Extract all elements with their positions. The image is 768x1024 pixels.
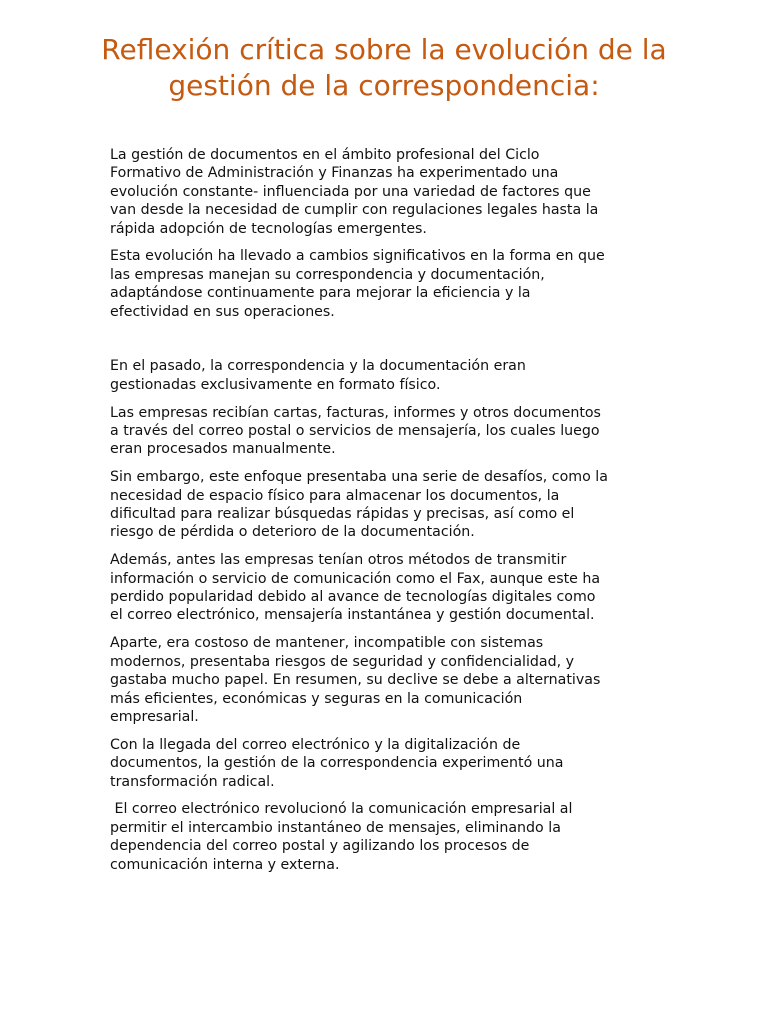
paragraph-gap bbox=[110, 330, 670, 357]
paragraph bbox=[110, 800, 670, 874]
text-line: a través del correo postal o servicios de mensajería, los cuales luego bbox=[110, 423, 600, 440]
text-line: Además, antes las empresas tenían otros métodos de transmitir bbox=[110, 552, 567, 569]
text-line: Las empresas recibían cartas, facturas, informes y otros documentos bbox=[110, 404, 601, 421]
paragraph bbox=[110, 247, 670, 321]
text-line: En el pasado, la correspondencia y la documentación eran bbox=[110, 358, 526, 375]
text-line: Aparte, era costoso de mantener, incompatible con sistemas bbox=[110, 635, 544, 652]
title-line: gestión de la correspondencia: bbox=[168, 69, 600, 102]
text-line: van desde la necesidad de cumplir con regulaciones legales hasta la bbox=[110, 202, 599, 219]
text-line: Sin embargo, este enfoque presentaba una serie de desafíos, como la bbox=[110, 469, 608, 486]
paragraph bbox=[110, 404, 670, 459]
text-line: comunicación interna y externa. bbox=[110, 856, 340, 873]
text-line: efectividad en sus operaciones. bbox=[110, 303, 335, 320]
text-line: adaptándose continuamente para mejorar la eficiencia y la bbox=[110, 285, 531, 302]
text-line: dificultad para realizar búsquedas rápidas y precisas, así como el bbox=[110, 506, 575, 523]
text-line: permitir el intercambio instantáneo de mensajes, eliminando la bbox=[110, 819, 561, 836]
text-line: gestionadas exclusivamente en formato físico. bbox=[110, 376, 441, 393]
paragraph bbox=[110, 551, 670, 625]
document-title bbox=[30, 32, 738, 104]
paragraph bbox=[110, 468, 670, 542]
text-line: gastaba mucho papel. En resumen, su declive se debe a alternativas bbox=[110, 672, 601, 689]
paragraph bbox=[110, 357, 670, 394]
text-line: eran procesados manualmente. bbox=[110, 441, 336, 458]
text-line: información o servicio de comunicación como el Fax, aunque este ha bbox=[110, 570, 601, 587]
paragraph bbox=[110, 634, 670, 726]
title-line: Reflexión crítica sobre la evolución de la bbox=[101, 33, 667, 66]
paragraph bbox=[110, 146, 670, 238]
text-line: modernos, presentaba riesgos de seguridad y confidencialidad, y bbox=[110, 653, 575, 670]
text-line: más eficientes, económicas y seguras en la comunicación bbox=[110, 690, 523, 707]
text-line: perdido popularidad debido al avance de tecnologías digitales como bbox=[110, 589, 596, 606]
document-body bbox=[110, 146, 670, 883]
text-line: riesgo de pérdida o deterioro de la documentación. bbox=[110, 524, 475, 541]
text-line: empresarial. bbox=[110, 708, 199, 725]
text-line: el correo electrónico, mensajería instantánea y gestión documental. bbox=[110, 607, 595, 624]
paragraph bbox=[110, 736, 670, 791]
text-line: necesidad de espacio físico para almacenar los documentos, la bbox=[110, 487, 560, 504]
text-line: evolución constante- influenciada por una variedad de factores que bbox=[110, 183, 591, 200]
text-line: dependencia del correo postal y agilizando los procesos de bbox=[110, 838, 530, 855]
text-line: El correo electrónico revolucionó la comunicación empresarial al bbox=[110, 801, 573, 818]
text-line: Con la llegada del correo electrónico y la digitalización de bbox=[110, 736, 521, 753]
text-line: transformación radical. bbox=[110, 773, 275, 790]
text-line: Formativo de Administración y Finanzas ha experimentado una bbox=[110, 165, 559, 182]
text-line: documentos, la gestión de la correspondencia experimentó una bbox=[110, 755, 564, 772]
text-line: rápida adopción de tecnologías emergentes. bbox=[110, 220, 427, 237]
text-line: Esta evolución ha llevado a cambios significativos en la forma en que bbox=[110, 248, 605, 265]
text-line: La gestión de documentos en el ámbito profesional del Ciclo bbox=[110, 147, 540, 163]
text-line: las empresas manejan su correspondencia y documentación, bbox=[110, 266, 545, 283]
